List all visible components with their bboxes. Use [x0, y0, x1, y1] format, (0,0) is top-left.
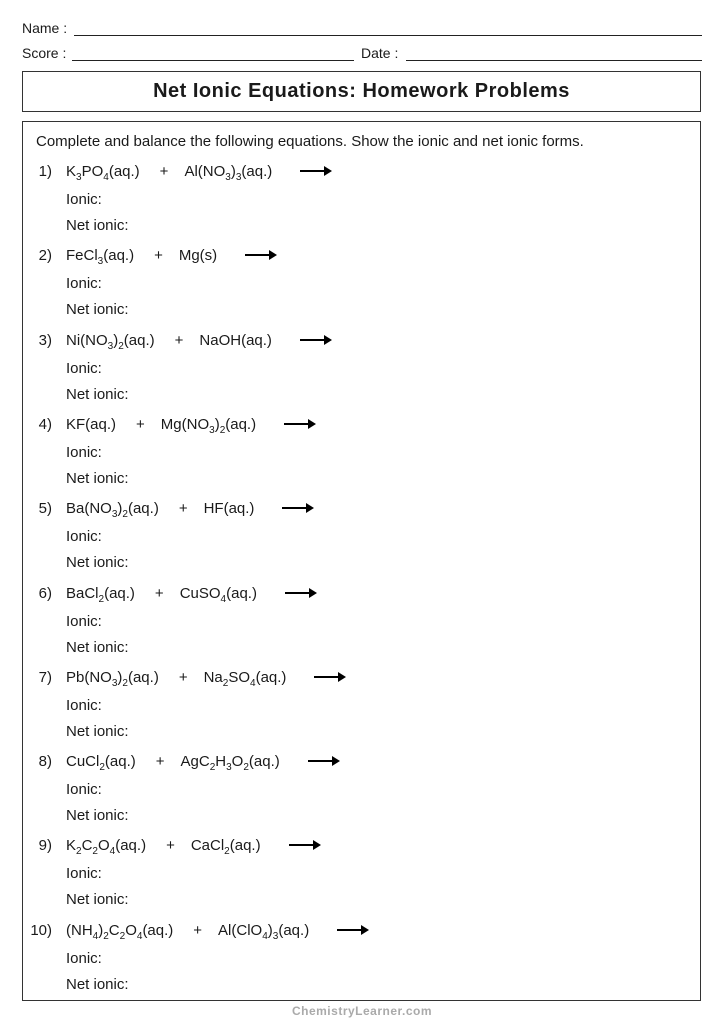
problem-item	[23, 669, 700, 753]
subscript: 3	[209, 424, 215, 436]
subscript: 2	[103, 930, 109, 942]
subscript: 2	[122, 509, 128, 521]
net-ionic-label: Net ionic:	[66, 217, 129, 234]
formula-text: Al(ClO	[218, 921, 263, 939]
subscript: 4	[220, 593, 227, 605]
ionic-label: Ionic:	[66, 781, 102, 799]
problems-box	[22, 121, 701, 1001]
formula-text: )	[113, 331, 119, 349]
formula-text: Mg(NO	[160, 415, 210, 433]
formula-text: (aq.)	[241, 163, 273, 180]
name-line[interactable]	[74, 35, 702, 36]
subscript: 2	[76, 846, 82, 858]
equation	[66, 668, 344, 689]
subscript: 2	[224, 846, 230, 858]
formula-text: AgC	[180, 753, 210, 771]
date-label: Date :	[361, 45, 399, 61]
equation	[66, 163, 330, 183]
net-ionic-label: Net ionic:	[66, 301, 129, 319]
reaction-arrow-icon	[314, 676, 344, 678]
problem-item	[23, 922, 700, 1006]
problem-item	[23, 416, 700, 500]
worksheet-title: Net Ionic Equations: Homework Problems	[22, 71, 701, 112]
date-line[interactable]	[406, 60, 702, 61]
formula-text: (aq.)	[255, 668, 287, 686]
reactant-1	[66, 416, 116, 433]
score-line[interactable]	[72, 60, 354, 61]
reactant-1	[66, 500, 159, 521]
reactant-2	[180, 753, 280, 774]
plus-sign: +	[174, 331, 184, 349]
formula-text: )	[98, 921, 104, 939]
formula-text: Na	[203, 668, 223, 686]
reactant-2	[179, 584, 257, 605]
subscript: 4	[92, 930, 99, 942]
formula-text: (aq.)	[229, 837, 261, 855]
reactant-2	[179, 247, 217, 264]
problem-number: 1)	[38, 163, 52, 180]
ionic-label: Ionic:	[66, 443, 102, 461]
subscript: 3	[111, 509, 118, 521]
formula-text: (aq.)	[123, 331, 155, 349]
reactant-1	[66, 921, 174, 942]
equation	[66, 584, 315, 605]
subscript: 2	[222, 677, 229, 689]
ionic-label: Ionic:	[66, 191, 102, 208]
problem-number: 8)	[38, 753, 52, 771]
formula-text: (aq.)	[226, 584, 257, 602]
subscript: 3	[97, 256, 104, 268]
formula-text: (aq.)	[104, 584, 135, 602]
formula-text: O	[97, 837, 110, 855]
reactant-2	[160, 415, 257, 436]
reaction-arrow-icon	[285, 592, 315, 594]
reactant-1	[66, 837, 147, 858]
reaction-arrow-icon	[337, 929, 367, 931]
reactant-2	[203, 668, 287, 689]
formula-text: PO	[81, 163, 104, 180]
plus-sign: +	[178, 500, 188, 518]
subscript: 3	[235, 172, 242, 183]
formula-text: O	[231, 753, 244, 771]
formula-text: Mg(s)	[178, 247, 218, 265]
formula-text: (aq.)	[127, 668, 159, 686]
subscript: 2	[118, 340, 124, 352]
score-label: Score :	[22, 45, 67, 61]
problem-number: 5)	[38, 500, 52, 518]
subscript: 2	[219, 424, 226, 436]
net-ionic-label: Net ionic:	[66, 638, 129, 656]
formula-text: CaCl	[190, 837, 225, 855]
problem-item	[23, 500, 700, 584]
formula-text: CuSO	[179, 584, 221, 602]
reaction-arrow-icon	[282, 507, 312, 509]
subscript: 4	[109, 846, 116, 858]
formula-text: HF(aq.)	[203, 500, 255, 518]
problem-number: 2)	[38, 247, 52, 265]
formula-text: KF(aq.)	[66, 415, 117, 433]
reactant-1	[66, 163, 140, 183]
formula-text: (aq.)	[103, 247, 135, 265]
formula-text: )	[117, 668, 123, 686]
formula-text: C	[81, 837, 93, 855]
formula-text: Al(NO	[184, 163, 226, 180]
reactant-2	[218, 921, 310, 942]
reaction-arrow-icon	[284, 423, 314, 425]
reaction-arrow-icon	[289, 844, 319, 846]
plus-sign: +	[154, 247, 163, 265]
ionic-label: Ionic:	[66, 528, 102, 546]
formula-text: SO	[228, 668, 251, 686]
subscript: 2	[92, 846, 98, 858]
formula-text: (aq.)	[225, 415, 257, 433]
formula-text: (aq.)	[108, 163, 140, 180]
formula-text: NaOH(aq.)	[199, 331, 272, 349]
plus-sign: +	[193, 921, 203, 939]
reaction-arrow-icon	[300, 339, 330, 341]
subscript: 2	[99, 762, 105, 774]
date-field[interactable]	[361, 45, 702, 65]
problem-number: 10)	[30, 921, 52, 939]
problem-item	[23, 163, 700, 247]
reaction-arrow-icon	[245, 254, 275, 256]
reactant-2	[204, 500, 255, 517]
formula-text: )	[230, 163, 236, 180]
ionic-label: Ionic:	[66, 359, 102, 377]
net-ionic-label: Net ionic:	[66, 722, 129, 740]
formula-text: Ba(NO	[66, 500, 112, 518]
formula-text: )	[214, 415, 220, 433]
ionic-label: Ionic:	[66, 949, 102, 967]
formula-text: O	[125, 921, 137, 939]
name-field[interactable]	[22, 20, 702, 40]
problem-number: 4)	[38, 415, 52, 433]
reaction-arrow-icon	[308, 760, 338, 762]
subscript: 3	[76, 172, 82, 183]
equation	[66, 753, 338, 774]
formula-text: )	[117, 500, 123, 518]
reactant-1	[66, 331, 155, 352]
equation	[66, 247, 275, 268]
subscript: 4	[103, 172, 109, 183]
formula-text: (aq.)	[142, 921, 174, 939]
reactant-1	[66, 247, 135, 268]
formula-text: C	[108, 921, 120, 939]
formula-text: (aq.)	[278, 921, 310, 939]
subscript: 4	[262, 930, 268, 942]
formula-text: K	[66, 837, 77, 855]
problem-number: 7)	[38, 668, 52, 686]
instructions: Complete and balance the following equations. Show the ionic and net ionic forms.	[36, 133, 584, 150]
name-label: Name :	[22, 20, 68, 36]
problem-item	[23, 332, 700, 416]
formula-text: (aq.)	[127, 500, 159, 518]
equation	[66, 500, 312, 521]
score-field[interactable]	[22, 45, 362, 65]
formula-text: (aq.)	[248, 753, 280, 771]
formula-text: (aq.)	[115, 837, 147, 855]
net-ionic-label: Net ionic:	[66, 385, 129, 403]
equation	[66, 837, 319, 858]
subscript: 2	[209, 762, 216, 774]
subscript: 2	[119, 930, 126, 942]
subscript: 3	[226, 762, 232, 774]
problem-number: 3)	[38, 331, 52, 349]
problem-item	[23, 247, 700, 331]
reactant-1	[66, 584, 135, 605]
subscript: 2	[98, 593, 105, 605]
reactant-2	[199, 332, 272, 349]
net-ionic-label: Net ionic:	[66, 891, 129, 909]
formula-text: H	[215, 753, 227, 771]
subscript: 3	[272, 930, 279, 942]
formula-text: (NH	[66, 921, 93, 939]
footer-brand: ChemistryLearner.com	[291, 1004, 433, 1018]
net-ionic-label: Net ionic:	[66, 469, 129, 487]
ionic-label: Ionic:	[66, 612, 102, 630]
plus-sign: +	[178, 668, 188, 686]
formula-text: Pb(NO	[66, 668, 112, 686]
formula-text: FeCl	[66, 247, 98, 265]
reaction-arrow-icon	[300, 170, 330, 172]
formula-text: K	[66, 163, 77, 180]
ionic-label: Ionic:	[66, 865, 102, 883]
subscript: 3	[107, 340, 114, 352]
equation	[66, 921, 367, 942]
subscript: 4	[250, 677, 256, 689]
formula-text: Ni(NO	[66, 331, 108, 349]
net-ionic-label: Net ionic:	[66, 554, 129, 572]
subscript: 2	[243, 762, 249, 774]
equation	[66, 331, 330, 352]
formula-text: BaCl	[66, 584, 99, 602]
problem-item	[23, 585, 700, 669]
reactant-2	[190, 837, 261, 858]
net-ionic-label: Net ionic:	[66, 807, 129, 825]
ionic-label: Ionic:	[66, 696, 102, 714]
equation	[66, 415, 314, 436]
ionic-label: Ionic:	[66, 275, 102, 293]
plus-sign: +	[166, 837, 175, 855]
formula-text: CuCl	[66, 753, 100, 771]
formula-text: (aq.)	[104, 753, 136, 771]
subscript: 2	[122, 677, 128, 689]
plus-sign: +	[155, 753, 165, 771]
reactant-1	[66, 753, 136, 774]
subscript: 3	[111, 677, 118, 689]
plus-sign: +	[154, 584, 164, 602]
plus-sign: +	[136, 415, 145, 433]
formula-text: )	[267, 921, 273, 939]
subscript: 3	[225, 172, 231, 183]
reactant-2	[184, 163, 273, 183]
problem-item	[23, 753, 700, 837]
net-ionic-label: Net ionic:	[66, 975, 129, 993]
subscript: 4	[136, 930, 143, 942]
problem-number: 9)	[38, 837, 52, 855]
problem-item	[23, 837, 700, 921]
plus-sign: +	[159, 163, 169, 180]
reactant-1	[66, 668, 159, 689]
problem-number: 6)	[38, 584, 52, 602]
